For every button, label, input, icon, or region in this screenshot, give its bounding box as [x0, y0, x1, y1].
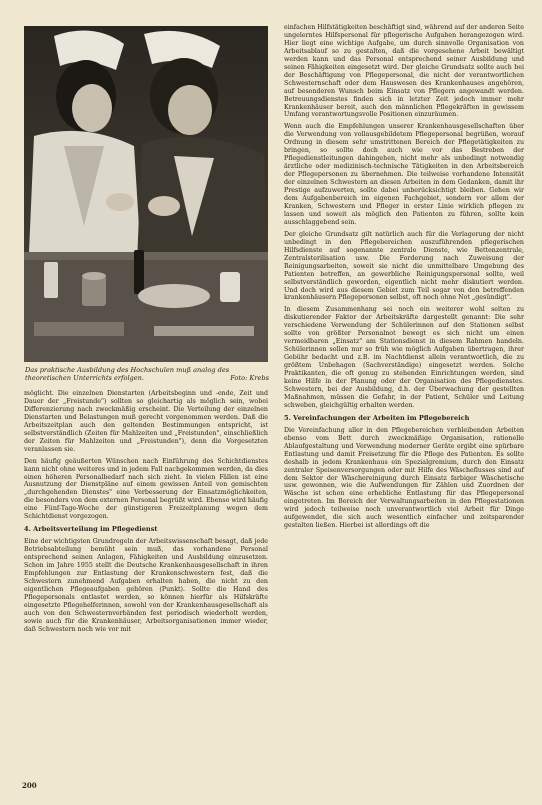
- paragraph: Den häufig geäußerten Wünschen nach Einführung des Schichtdienstes kann nicht ohne weiteres und in jedem Fall nachgekommen werden, da dies einen höheren Personalbedarf nach sich zieht. In vielen Fällen ist eine Ausnutzung der Dienstpläne auf einem gewissen Anteil von gemischten „durchgehenden Dienstes" eine Verbesserung der Einsatzmöglichkeiten, die besonders von dem externen Personal begrüßt wird. Ebenso wird häufig eine Fünf-Tage-Woche der günstigeren Freizeitplanung wegen dem Schichtdienst vorgezogen.: [24, 457, 268, 521]
- right-text-column: [284, 24, 524, 534]
- paragraph: möglicht. Die einzelnen Dienstarten (Arbeitsbeginn und -ende, Zeit und Dauer der „Freistunde") sollten so gleichartig als möglich sein, wobei Differenzierung nach zweckmäßig erscheint. Die Verteilung der einzelnen Dienstarten und Belastungen muß gerecht vorgenommen werden. Daß die Arbeitszeitplan auch den geltenden Bestimmungen entspricht, ist selbstverständlich (Zeiten für Mahlzeiten und „Freistunden", einschließlich der Zeiten für Mahlzeiten und „Freistunden"), denn die Vorgesetzten veranlassen sie.: [24, 390, 268, 453]
- section-heading: 5. Vereinfachungen der Arbeiten im Pflegebereich: [284, 413, 470, 422]
- paragraph: Der gleiche Grundsatz gilt natürlich auch für die Verlagerung der nicht unbedingt in den Pflegebereichen auszuführenden pflegerischen Hilfsdienste auf sogenannte zentrale Dienste, wie Bettenzentrale, Zentralsterilisation usw. Die Forderung nach Zuweisung der Reinigungsarbeiten, soweit sie nicht die unmittelbare Umgebung des Patienten betreffen, an gewerbliche Reinigungspersonal sollte, weil selbstverständlich geworden, eigentlich nicht mehr diskutiert werden. Und doch wird aus diesem Gebiet zum Teil sogar von den betreffenden krankenhäusern Pflegepersonen selbst, oft noch ohne Not „gesündigt".: [284, 230, 524, 302]
- section-heading: 4. Arbeitsverteilung im Pflegedienst: [24, 525, 158, 534]
- page-number: 200: [22, 781, 37, 790]
- paragraph: In diesem Zusammenhang sei noch ein weiterer wohl selten zu diskutierender Faktor der Arbeitskräfte dargestellt genannt: Die sehr verschiedene Verwendung der Schülerinnen auf den Stationen selbst sollte von größter Personalnot bewegt es sich nicht um einen vermeidbaren „Einsatz" am Stationsdienst in diesem Rahmen handeln. Schülerinnen sollen nur so früh wie möglich Aufgaben übertragen, ihrer Gebühr bedacht und z.B. im Nachtdienst allein verantwortlich, die zu größtem Unbehagen (Sachverständige) eingesetzt werden. Solche Praktikanten, die oft genug zu stehenden Einrichtungen werden, sind keine Hilfe in der Planung oder der Organisation des Pflegedienstes. Schwestern, bei der Ausbildung, d.h. der Überwachung der gestellten Maßnahmen, müssen die Gefahr, in der Patient, Schüler und Leitung schweben, gleichgültig erhalten werden.: [284, 306, 524, 409]
- paragraph: Eine der wichtigsten Grundregeln der Arbeitswissenschaft besagt, daß jede Betriebsabteilung bemüht sein muß, das vorhandene Personal entsprechend seinen Anlagen, Fähigkeiten und Ausbildung einzusetzen. Schon im Jahre 1955 stellt die Deutsche Krankenhausgesellschaft in ihren Empfehlungen zur Entlastung der Krankenschwestern fest, daß die Schwestern zunehmend Aufgaben erhalten haben, die nicht zu den eigentlichen Pflegeaufgaben gehören (Punkt). Sollte die Hand des Pflegepersonals entlastet werden, so können hierfür als Hilfskräfte eingesetzte Pflegehelferinnen, sowohl von der Krankenhausgesellschaft als auch von den Schwesternverbänden fest periodisch wiederholt werden, sowie auch für die Krankenhäuser, Arbeitsorganisationen immer wieder, daß Schwestern noch wie vor mit: [24, 538, 268, 633]
- nurses-training-photo: [24, 26, 268, 362]
- paragraph: Wenn auch die Empfehlungen unserer Krankenhausgesellschaften über die Verwendung von vollausgebildetem Pflegepersonal begrüßen, worauf Ordnung in diesem sehr umstrittenen Bereich der Pflegetätigkeiten zu bringen, so sollte doch auch wie vor das Bestreben der Pflegedienstleitungen dahingehen, nicht mehr als unbedingt notwendig ärztliche oder medizinisch-technische Tätigkeiten in den Arbeitsbereich der Pflegepersonen zu übernehmen. Die teilweise vorhandene Intensität der einzelnen Schwestern an diesen Arbeiten in dem Gedanken, damit ihr Prestige aufzuwerten, sollte dabei unberücksichtigt bleiben. Gehen wir dem Aufgabenbereich im eigenen Fachgebiet, sondern vor allem der Kranken, Schwestern und Pfleger in erster Linie wirklich pflegen zu lassen und soweit als möglich den Patienten zu führen, sollte kein ausschlaggebend sein.: [284, 123, 524, 226]
- photo-caption: [25, 366, 269, 382]
- photo-credit: Foto: Krebs: [230, 374, 269, 383]
- paragraph: Die Vereinfachung aller in den Pflegebereichen verbleibenden Arbeiten ebenso vom Bett durch zweckmäßige Organisation, rationelle Ablaufgestaltung und Verwendung moderner Geräte ergibt eine spürbare Entlastung und damit Freisetzung für die Pflege des Patienten. Es sollte deshalb in jedem Krankenhaus ein Spezialgremium, durch den Einsatz zentraler Speisenversorgungen oder mit Hilfe des Wäscheflusses sind auf dem Sektor der Wäschereinigung durch Einsatz farbiger Wäschetische usw. gewonnen, wie die Aufwendungen für Zählen und Zuordnen der Wäsche ist schon eine erhebliche Entlastung für das Pflegepersonal eingetreten. Im Bereich der Verwaltungsarbeiten in den Pflegestationen wird jedoch teilweise noch unverantwortlich viel Arbeit für Dinge aufgewendet, die sich auch wesentlich einfacher und zeitsparender gestalten ließen. Hierbei ist allerdings oft die: [284, 426, 524, 530]
- caption-text: Das praktische Ausbildung des Hochschulen muß analog des theoretischen Unterrichts erfolgen.: [25, 366, 230, 383]
- photograph: [24, 26, 268, 362]
- left-text-column: [24, 390, 268, 638]
- paragraph: einfachen Hilfstätigkeiten beschäftigt sind, während auf der anderen Seite ungelerntes Hilfspersonal für pflegerische Aufgaben herangezogen wird. Hier liegt eine wichtige Aufgabe, um durch sinnvolle Organisation von Arbeitsablauf so zu gestalten, daß die vorgesehene Arbeit bewältigt werden kann und das Personal entsprechend seiner Ausbildung und seinen Fähigkeiten eingesetzt wird. Der gleiche Grundsatz sollte auch bei der Beschäftigung von Pflegepersonal, die nicht der verantwortlichen Schwesternschaft oder dem Hauswesen des Krankenhauses angehören, auf besonderen Wunsch beim Einsatz von Pflegern angewandt werden. Betreuungsdienstes finden sich in letzter Zeit jedoch immer mehr Krankenhäuser bereit, auch den männlichen Pflegekräften in gewissem Umfang verantwortungsvolle Positionen einzuräumen.: [284, 24, 524, 119]
